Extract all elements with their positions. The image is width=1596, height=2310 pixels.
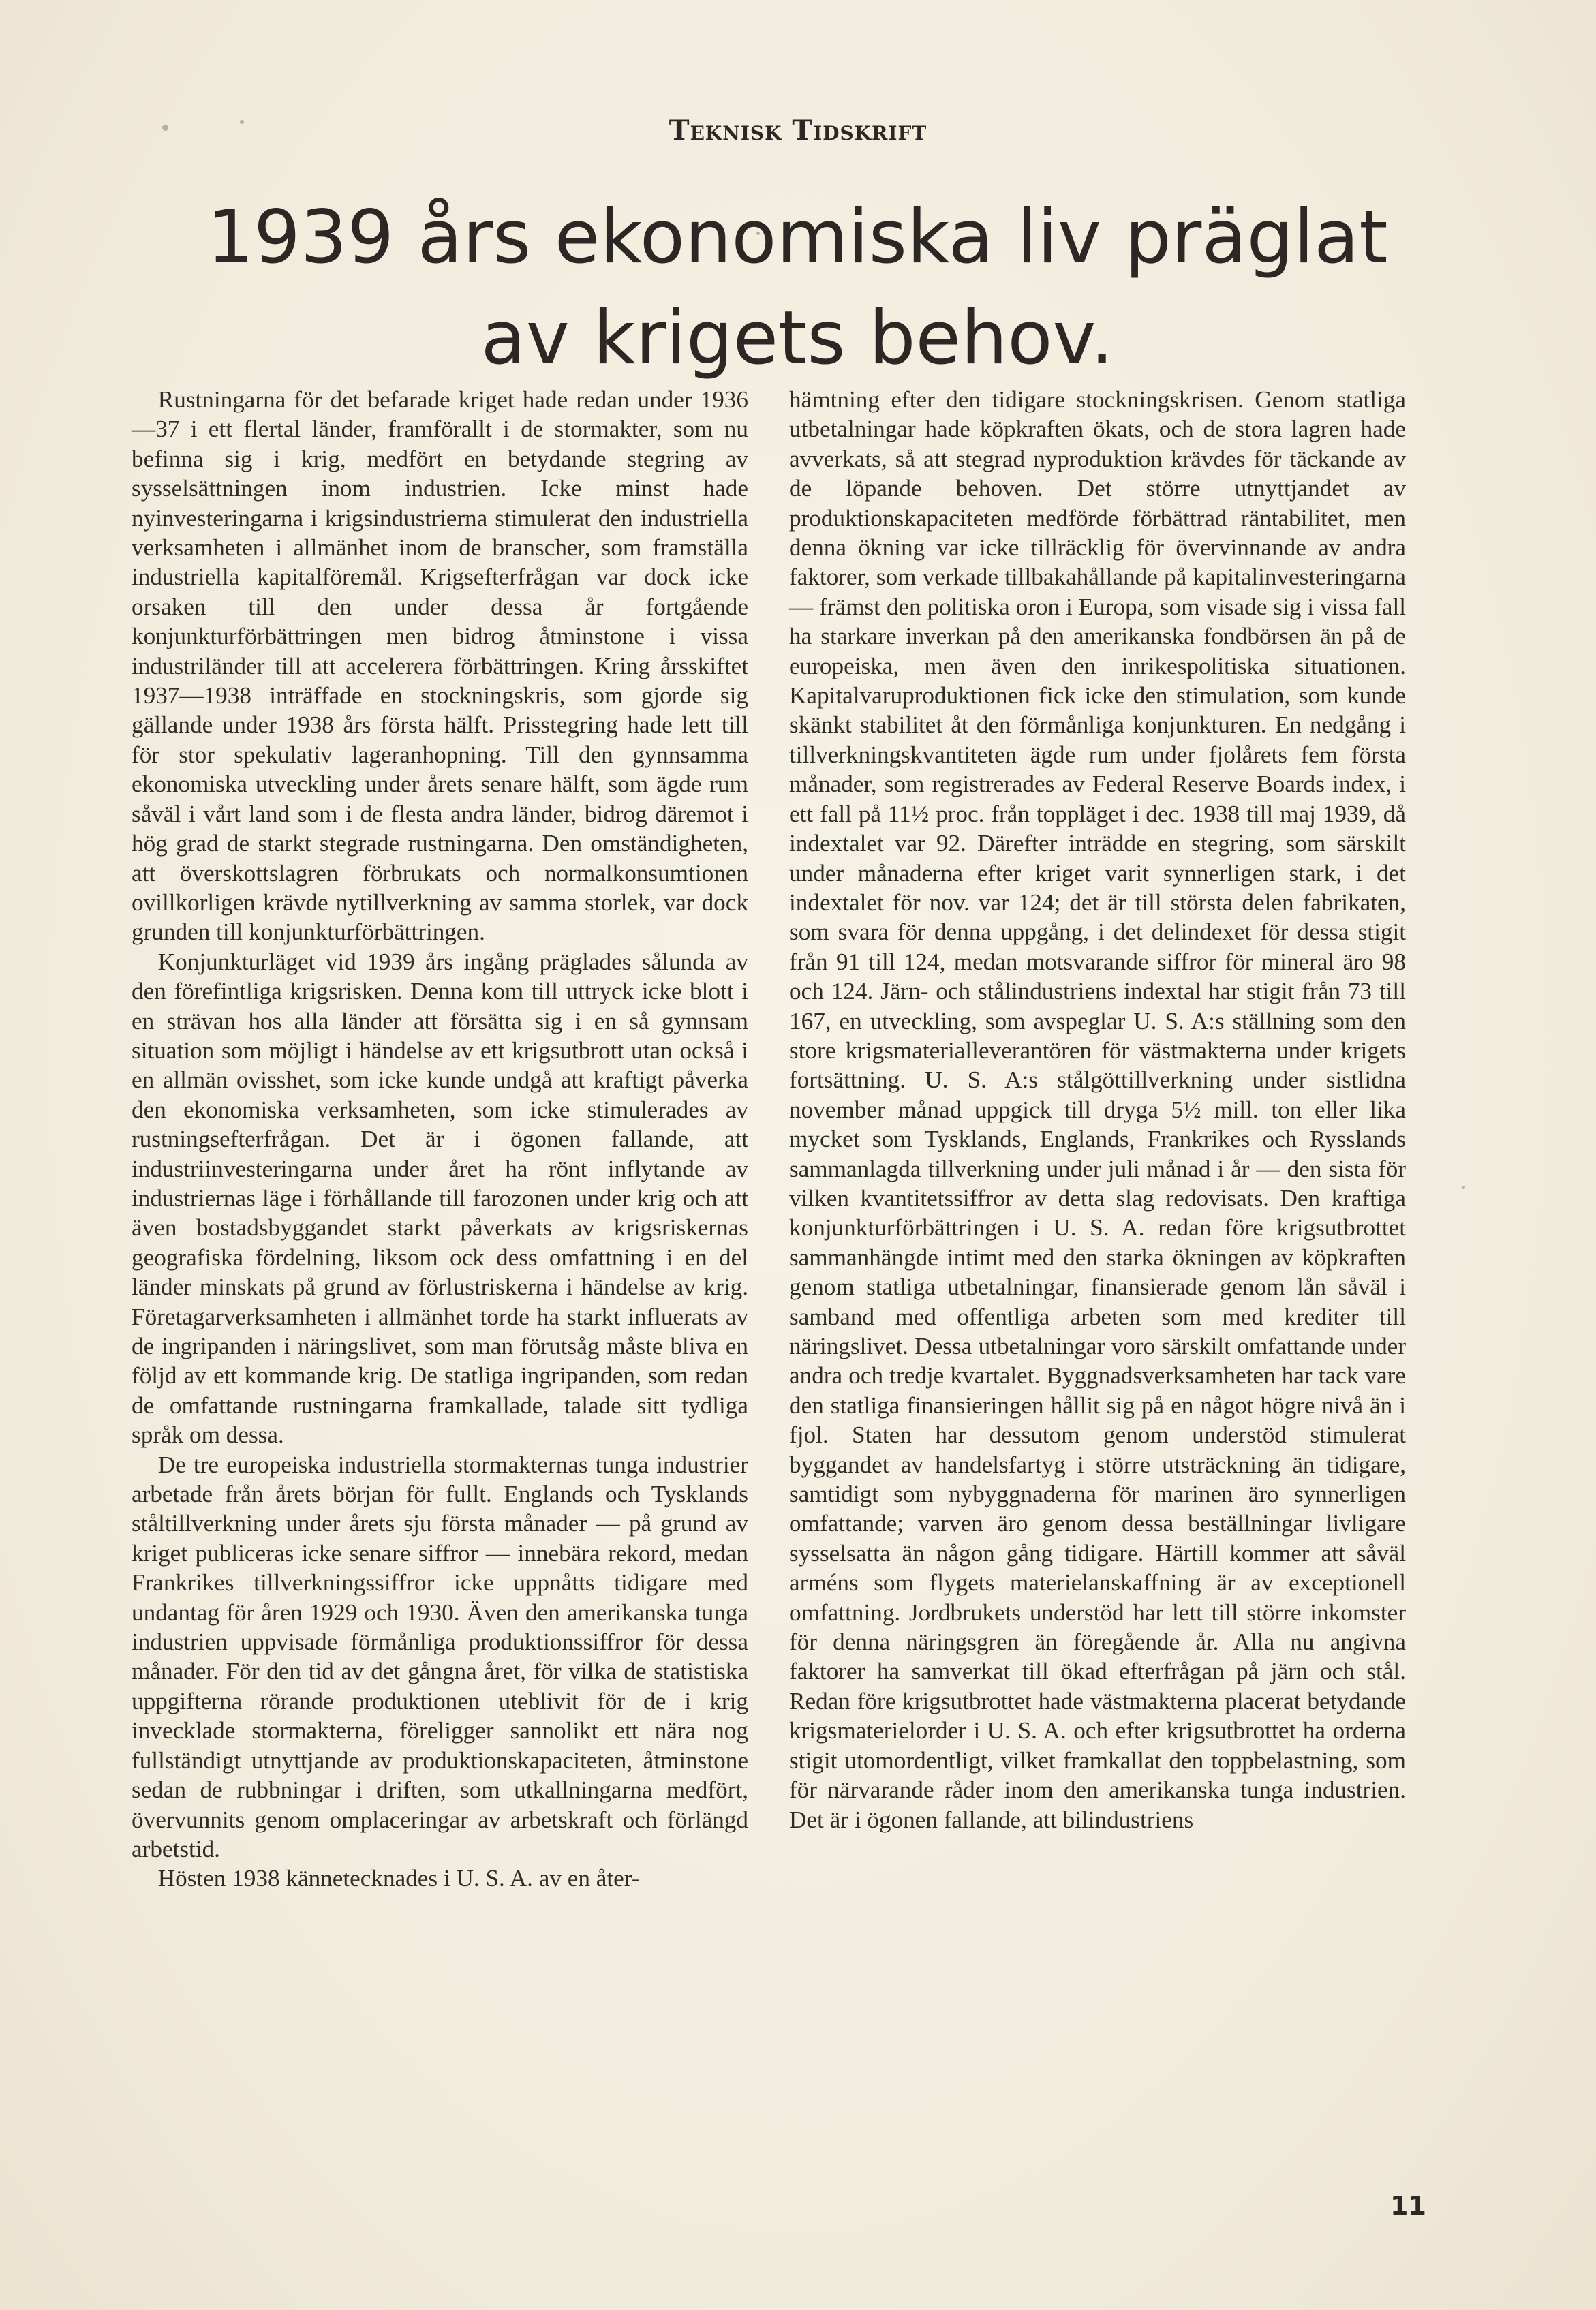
paragraph: De tre europeiska industriella stormakternas tunga industrier arbetade från årets början för fullt. Englands och Tysklands ståltillverkning under årets sju första månader — på grund av kriget publiceras icke senare siffror — innebära rekord, medan Frankrikes tillverkningssiffror icke uppnåtts tidigare med undantag för åren 1929 och 1930. Även den amerikanska tunga industrien uppvisade förmånliga produktionssiffror för dessa månader. För den tid av det gångna året, för vilka de statistiska uppgifterna rörande produktionen uteblivit för de i krig invecklade stormakterna, föreligger sannolikt ett nära nog fullständigt utnyttjande av produktionskapaciteten, åtminstone sedan de rubbningar i driften, som utkallningarna medfört, övervunnits genom omplaceringar av arbetskraft och förlängd arbetstid. bbox=[132, 1451, 748, 1862]
paragraph: hämtning efter den tidigare stockningskrisen. Genom statliga utbetalningar hade köpkraften ökats, och de stora lagren hade avverkats, så att stegrad nyproduktion krävdes för täckande av de löpande behoven. Det större utnyttjandet av produktionskapaciteten medförde förbättrad räntabilitet, men denna ökning var icke tillräcklig för övervinnande av andra faktorer, som verkade tillbakahållande på kapitalinvesteringarna — främst den politiska oron i Europa, som visade sig i vissa fall ha starkare inverkan på den amerikanska fondbörsen än på de europeiska, men även den inrikespolitiska situationen. Kapitalvaruproduktionen fick icke den stimulation, som kunde skänkt stabilitet åt den förmånliga konjunkturen. En nedgång i tillverkningskvantiteten ägde rum under fjolårets fem första månader, som registrerades av Federal Reserve Boards index, i ett fall på 11½ proc. från toppläget i dec. 1938 till maj 1939, då indextalet var 92. Därefter inträdde en stegring, som särskilt under månaderna efter kriget varit synnerligen stark, i det indextalet för nov. var 124; det är till största delen fabrikaten, som svara för denna uppgång, i det delindexet för dessa stigit från 91 till 124, medan motsvarande siffror för mineral äro 98 och 124. Järn- och stålindustriens indextal har stigit från 73 till 167, en utveckling, som avspeglar U. S. A:s ställning som den store krigsmaterialleverantören för västmakterna under krigets fortsättning. U. S. A:s stålgöttillverkning under sistlidna november månad uppgick till dryga 5½ mill. ton eller lika mycket som Tysklands, Englands, Frankrikes och Rysslands sammanlagda tillverkning under juli månad i år — den sista för vilken kvantitetssiffror av detta slag redovisats. Den kraftiga konjunkturförbättringen i U. S. A. redan före krigsutbrottet sammanhängde intimt med den starka ökningen av köpkraften genom statliga utbetalningar, finansierade genom lån såväl i samband med offentliga arbeten som med krediter till näringslivet. Dessa utbetalningar voro särskilt omfattande under andra och tredje kvartalet. Byggnadsverksamheten har tack vare den statliga finansieringen hållit sig på en något högre nivå än i fjol. Staten har dessutom genom understöd stimulerat byggandet av handelsfartyg i större utsträckning än tidigare, samtidigt som nybyggnaderna för marinen äro synnerligen omfattande; varven äro genom dessa beställningar livligare sysselsatta än någon gång tidigare. Härtill kommer att såväl arméns som flygets materielanskaffning är av exceptionell omfattning. Jordbrukets understöd har lett till större inkomster för denna näringsgren än föregående år. Alla nu angivna faktorer ha samverkat till ökad efterfrågan på järn och stål. Redan före krigsutbrottet hade västmakterna placerat betydande krigsmaterielorder i U. S. A. och efter krigsutbrottet ha orderna stigit utomordentligt, vilket framkallat den toppbelastning, som för närvarande råder inom den amerikanska tunga industrien. Det är i ögonen fallande, att bilindustriens bbox=[789, 386, 1406, 1833]
paragraph: Hösten 1938 kännetecknades i U. S. A. av en åter- bbox=[157, 1865, 640, 1892]
paragraph: Rustningarna för det befarade kriget hade redan under 1936—37 i ett flertal länder, framförallt i de stormakter, som nu befinna sig i krig, medfört en betydande stegring av sysselsättningen inom industrien. Icke minst hade nyinvesteringarna i krigsindustrierna stimulerat den industriella verksamheten i allmänhet inom de branscher, som framställa industriella kapitalföremål. Krigsefterfrågan var dock icke orsaken till den under dessa år fortgående konjunkturförbättringen men bidrog åtminstone i vissa industriländer till att accelerera förbättringen. Kring årsskiftet 1937—1938 inträffade en stockningskris, som gjorde sig gällande under 1938 års första hälft. Prisstegring hade lett till för stor spekulativ lageranhopning. Till den gynnsamma ekonomiska utveckling under årets senare hälft, som ägde rum såväl i vårt land som i de flesta andra länder, bidrog däremot i hög grad de starkt stegrade rustningarna. Den omständigheten, att överskottslagren förbrukats och normalkonsumtionen ovillkorligen krävde nytillverkning av samma storlek, var dock grunden till konjunkturförbättringen. bbox=[132, 386, 748, 946]
journal-masthead: Teknisk Tidskrift bbox=[669, 114, 927, 147]
left-column bbox=[132, 385, 748, 1894]
right-column bbox=[789, 385, 1406, 1834]
article-title: 1939 års ekonomiska liv präglat av krigets behov. bbox=[206, 195, 1388, 381]
paragraph: Konjunkturläget vid 1939 års ingång präglades sålunda av den förefintliga krigsrisken. Denna kom till uttryck icke blott i en strävan hos alla länder att försätta sig i en så gynnsam situation som möjligt i händelse av ett krigsutbrott utan också i en allmän ovisshet, som icke kunde undgå att kraftigt påverka den ekonomiska verksamheten, som icke stimulerades av rustningsefterfrågan. Det är i ögonen fallande, att industriinvesteringarna under året ha rönt inflytande av industriernas läge i förhållande till farozonen under krig och att även bostadsbyggandet starkt påverkats av krigsriskernas geografiska fördelning, liksom ock dess omfattning i en del länder minskats på grund av förlustriskerna i händelse av krig. Företagarverksamheten i allmänhet torde ha starkt influerats av de ingripanden i näringslivet, som man förutsåg måste bliva en följd av ett kommande krig. De statliga ingripanden, som redan de omfattande rustningarna framkallade, talade sitt tydliga språk om dessa. bbox=[132, 948, 748, 1449]
page-number: 11 bbox=[1390, 2191, 1426, 2221]
paper-speck bbox=[1462, 1186, 1465, 1189]
